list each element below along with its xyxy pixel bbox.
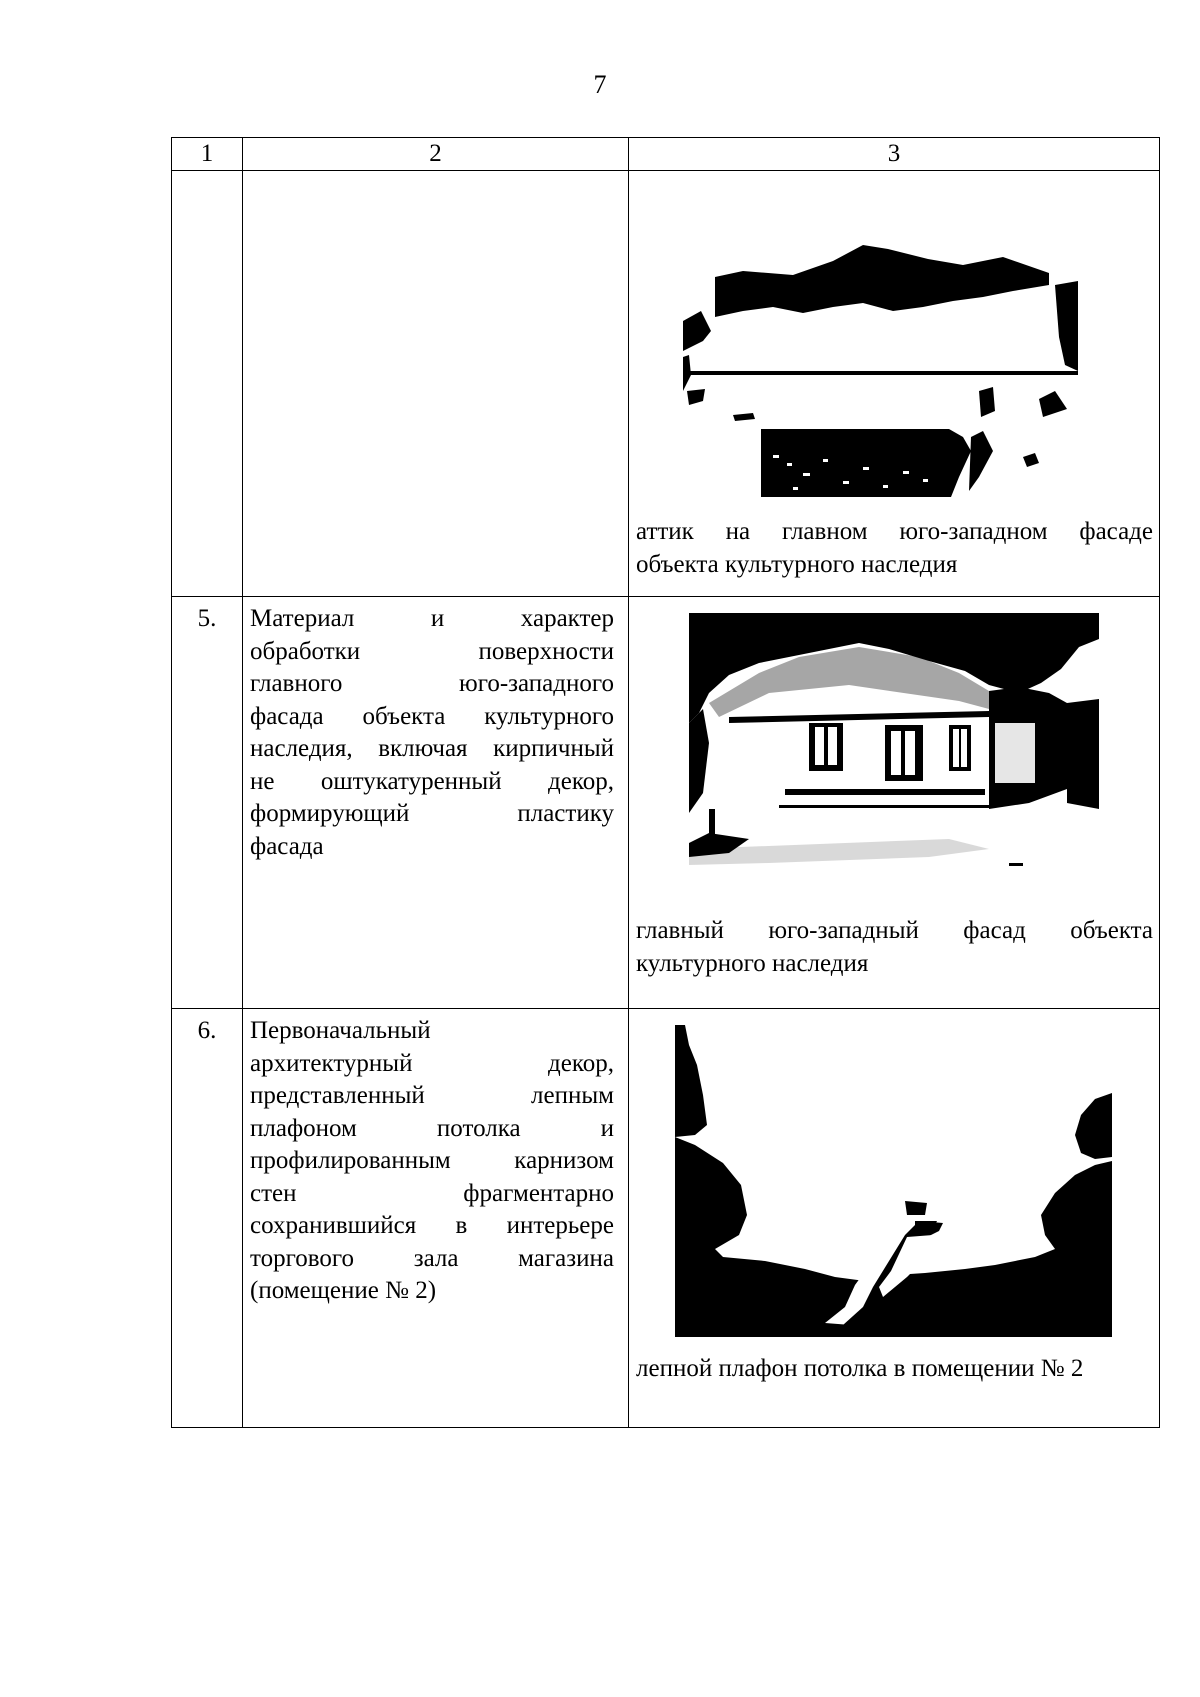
ceiling-plafond-photo-icon [675, 1025, 1112, 1337]
caption-line: лепной плафон потолка в помещении № 2 [636, 1355, 1084, 1382]
row-photo-cell [629, 171, 1160, 597]
row-number [172, 171, 243, 597]
description-line: представленный лепным [250, 1082, 614, 1109]
heritage-table [171, 137, 1160, 1428]
description-line: фасада [250, 832, 324, 860]
description-line: обработки поверхности [250, 637, 614, 665]
description-line: фасада объекта культурного [250, 702, 614, 730]
row-photo-cell [629, 597, 1160, 1009]
description-line: не оштукатуренный декор, [250, 767, 614, 795]
table-row [172, 171, 1160, 597]
photo-caption [636, 1353, 1153, 1386]
row-photo-cell [629, 1009, 1160, 1428]
facade-photo-icon [689, 613, 1099, 871]
description-line: стен фрагментарно [250, 1179, 614, 1207]
attic-photo-icon [683, 241, 1108, 506]
table-row [172, 1009, 1160, 1428]
description-line: формирующий пластику [250, 800, 614, 827]
photo-caption [636, 915, 1153, 980]
description-line: архитектурный декор, [250, 1049, 614, 1077]
page-number: 7 [593, 70, 607, 99]
row-description [243, 1009, 629, 1428]
description-line: профилированным карнизом [250, 1147, 614, 1174]
table-row [172, 597, 1160, 1009]
description-line: сохранившийся в интерьере [250, 1212, 614, 1239]
column-header-1: 1 [172, 138, 243, 171]
description-line: главного юго-западного [250, 670, 614, 697]
row-number: 6. [172, 1009, 243, 1428]
description-line: (помещение № 2) [250, 1277, 437, 1304]
caption-line: объекта культурного наследия [636, 550, 958, 578]
description-line: Первоначальный [250, 1017, 431, 1044]
description-line: плафоном потолка и [250, 1114, 614, 1142]
table-header-row [172, 138, 1160, 171]
row-description [243, 171, 629, 597]
description-line: наследия, включая кирпичный [250, 735, 614, 762]
description-line: торгового зала магазина [250, 1244, 614, 1272]
caption-line: культурного наследия [636, 949, 869, 977]
row-description [243, 597, 629, 1009]
row-number: 5. [172, 597, 243, 1009]
photo-caption [636, 516, 1153, 581]
column-header-3: 3 [629, 138, 1160, 171]
description-line: Материал и характер [250, 605, 614, 632]
caption-line: аттик на главном юго-западном фасаде [636, 518, 1153, 545]
caption-line: главный юго-западный фасад объекта [636, 917, 1153, 944]
column-header-2: 2 [243, 138, 629, 171]
